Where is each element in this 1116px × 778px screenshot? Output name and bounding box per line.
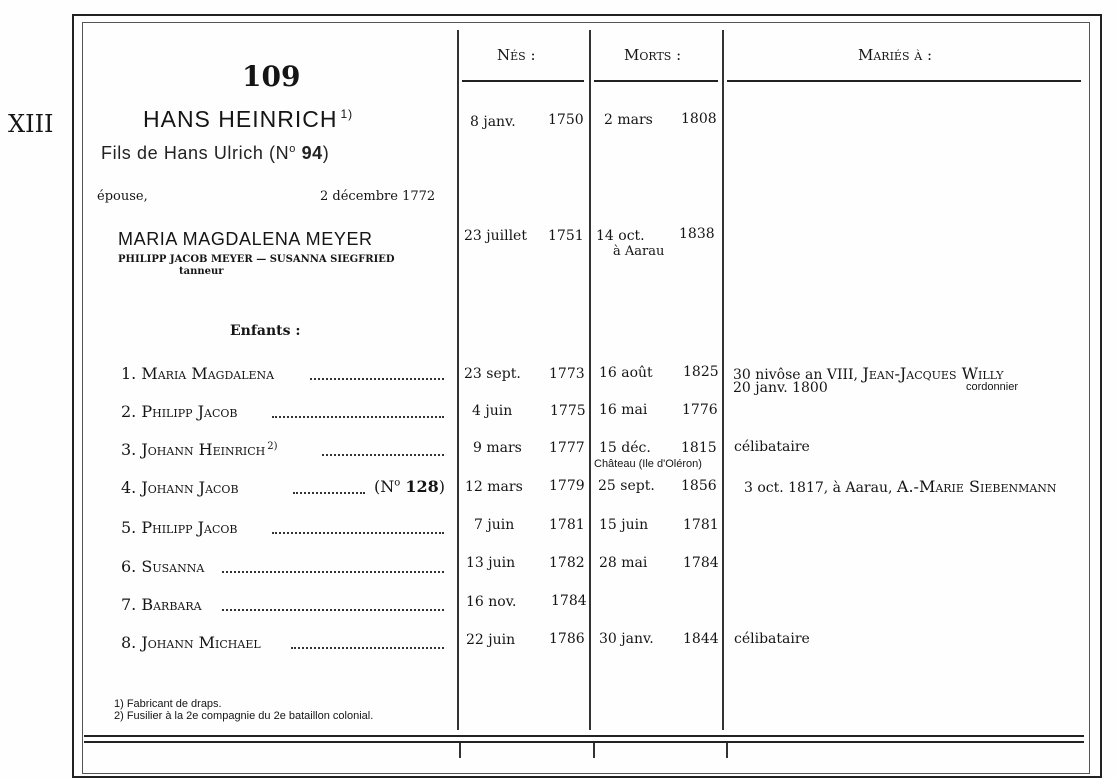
column-divider-born-next [459, 742, 461, 758]
header-underline-married [727, 80, 1081, 82]
entry-died-year: 1808 [681, 111, 717, 127]
entry-name-footnote-ref: 1) [340, 107, 354, 122]
child-1-marriage-date-gregorian: 20 janv. 1800 [733, 380, 828, 396]
child-1-leader-dots [310, 378, 444, 380]
child-4-born-year: 1779 [549, 478, 585, 494]
child-1-spouse-occupation: cordonnier [966, 381, 1018, 393]
child-3-died-year: 1815 [681, 440, 717, 456]
entry-parent [101, 143, 329, 164]
child-8-died-date: 30 janv. [599, 631, 654, 647]
child-6-died-date: 28 mai [599, 555, 648, 571]
column-divider-married [722, 30, 724, 730]
header-died: Morts : [624, 46, 682, 64]
marriage-date: 2 décembre 1772 [320, 189, 436, 204]
register-table-inner-frame [82, 22, 1090, 774]
margin-roman-numeral: XIII [8, 110, 54, 138]
child-6-born-date: 13 juin [466, 555, 516, 571]
bottom-rule-bottom [84, 741, 1084, 743]
child-2-leader-dots [272, 416, 444, 418]
column-divider-born [457, 30, 459, 730]
child-8-marital-status: célibataire [734, 631, 810, 647]
entry-parent-text: Fils de Hans Ulrich (N [101, 143, 290, 163]
spouse-born-year: 1751 [548, 228, 584, 244]
child-2-born-date: 4 juin [472, 403, 513, 419]
child-4-reference [374, 477, 445, 496]
child-2-born-year: 1775 [550, 403, 586, 419]
children-heading: Enfants : [230, 323, 301, 339]
child-3-marital-status: célibataire [734, 439, 810, 455]
child-8-died-year: 1844 [683, 631, 719, 647]
footnote-1: 1) Fabricant de draps. [114, 698, 222, 710]
spouse-born-date: 23 juillet [464, 228, 527, 244]
child-6-leader-dots [222, 571, 444, 573]
child-6-born-year: 1782 [549, 555, 585, 571]
entry-parent-close: ) [322, 143, 330, 163]
header-born: Nés : [497, 46, 536, 64]
child-1-spouse-name: Jean-Jacques Willy [862, 364, 1004, 383]
child-5-label: 5. Philipp Jacob [121, 518, 238, 537]
child-8-label: 8. Johann Michael [121, 633, 261, 652]
child-4-ref-close: ) [438, 477, 446, 496]
child-1-died-date: 16 août [599, 365, 653, 381]
child-1-born-date: 23 sept. [464, 366, 521, 382]
header-underline-died [594, 80, 718, 82]
child-4-died-date: 25 sept. [598, 478, 655, 494]
header-married: Mariés à : [858, 46, 933, 64]
child-3-died-date: 15 déc. [599, 440, 651, 456]
header-underline-born [462, 80, 584, 82]
child-4-ref-number: 128 [405, 477, 439, 496]
spouse-name: MARIA MAGDALENA MEYER [118, 229, 373, 249]
column-divider-died [589, 30, 591, 730]
child-4-ref-sign: o [394, 477, 401, 489]
child-5-died-year: 1781 [683, 517, 719, 533]
column-divider-died-next [593, 742, 595, 758]
child-7-born-year: 1784 [551, 593, 587, 609]
marriage-label: épouse, [97, 189, 148, 204]
child-4-spouse-name: A.-Marie Siebenmann [896, 477, 1057, 496]
child-2-label: 2. Philipp Jacob [121, 402, 238, 421]
entry-parent-number: 94 [301, 143, 323, 163]
child-3-born-date: 9 mars [473, 440, 522, 456]
child-2-died-date: 16 mai [599, 402, 648, 418]
child-4-born-date: 12 mars [465, 479, 523, 495]
spouse-died-year: 1838 [679, 226, 715, 242]
child-6-label: 6. Susanna [121, 557, 205, 576]
child-3-died-place: Château (Ile d'Oléron) [594, 458, 702, 470]
entry-number: 109 [242, 60, 301, 93]
child-3-footnote-ref: 2) [267, 440, 278, 452]
child-5-leader-dots [272, 532, 444, 534]
child-6-died-year: 1784 [683, 555, 719, 571]
entry-parent-number-sign: o [289, 143, 296, 155]
child-3-label [121, 440, 278, 459]
child-1-label: 1. Maria Magdalena [121, 364, 275, 383]
child-7-born-date: 16 nov. [466, 594, 517, 610]
child-4-marriage-date: 3 oct. 1817, à Aarau, [744, 480, 893, 496]
bottom-rule-top [84, 735, 1084, 737]
child-7-label: 7. Barbara [121, 595, 202, 614]
entry-name-text: HANS HEINRICH [143, 106, 338, 132]
child-4-marriage [744, 477, 1057, 496]
child-2-died-year: 1776 [682, 402, 718, 418]
child-1-died-year: 1825 [683, 364, 719, 380]
entry-born-date: 8 janv. [470, 114, 516, 130]
spouse-died-date: 14 oct. [596, 228, 645, 244]
child-5-died-date: 15 juin [599, 517, 649, 533]
child-1-born-year: 1773 [549, 366, 585, 382]
child-7-leader-dots [222, 609, 444, 611]
child-3-leader-dots [322, 454, 444, 456]
child-3-born-year: 1777 [549, 440, 585, 456]
child-8-leader-dots [291, 647, 444, 649]
child-8-born-year: 1786 [549, 631, 585, 647]
footnote-2: 2) Fusilier à la 2e compagnie du 2e bataillon colonial. [114, 710, 374, 722]
child-5-born-date: 7 juin [474, 517, 515, 533]
spouse-died-place: à Aarau [613, 244, 665, 259]
entry-name [143, 106, 353, 133]
child-4-label: 4. Johann Jacob [121, 478, 239, 497]
child-3-label-text: 3. Johann Heinrich [121, 440, 266, 459]
spouse-father-occupation: tanneur [179, 266, 224, 277]
child-4-leader-dots [293, 492, 365, 494]
entry-born-year: 1750 [548, 112, 584, 128]
spouse-parents: PHILIPP JACOB MEYER — SUSANNA SIEGFRIED [118, 254, 395, 265]
child-4-ref-prefix: (N [374, 477, 395, 496]
child-1-marriage-date: 30 nivôse an VIII, [733, 367, 858, 383]
child-4-died-year: 1856 [681, 478, 717, 494]
entry-died-date: 2 mars [604, 112, 653, 128]
child-8-born-date: 22 juin [466, 632, 516, 648]
child-5-born-year: 1781 [549, 517, 585, 533]
column-divider-married-next [726, 742, 728, 758]
